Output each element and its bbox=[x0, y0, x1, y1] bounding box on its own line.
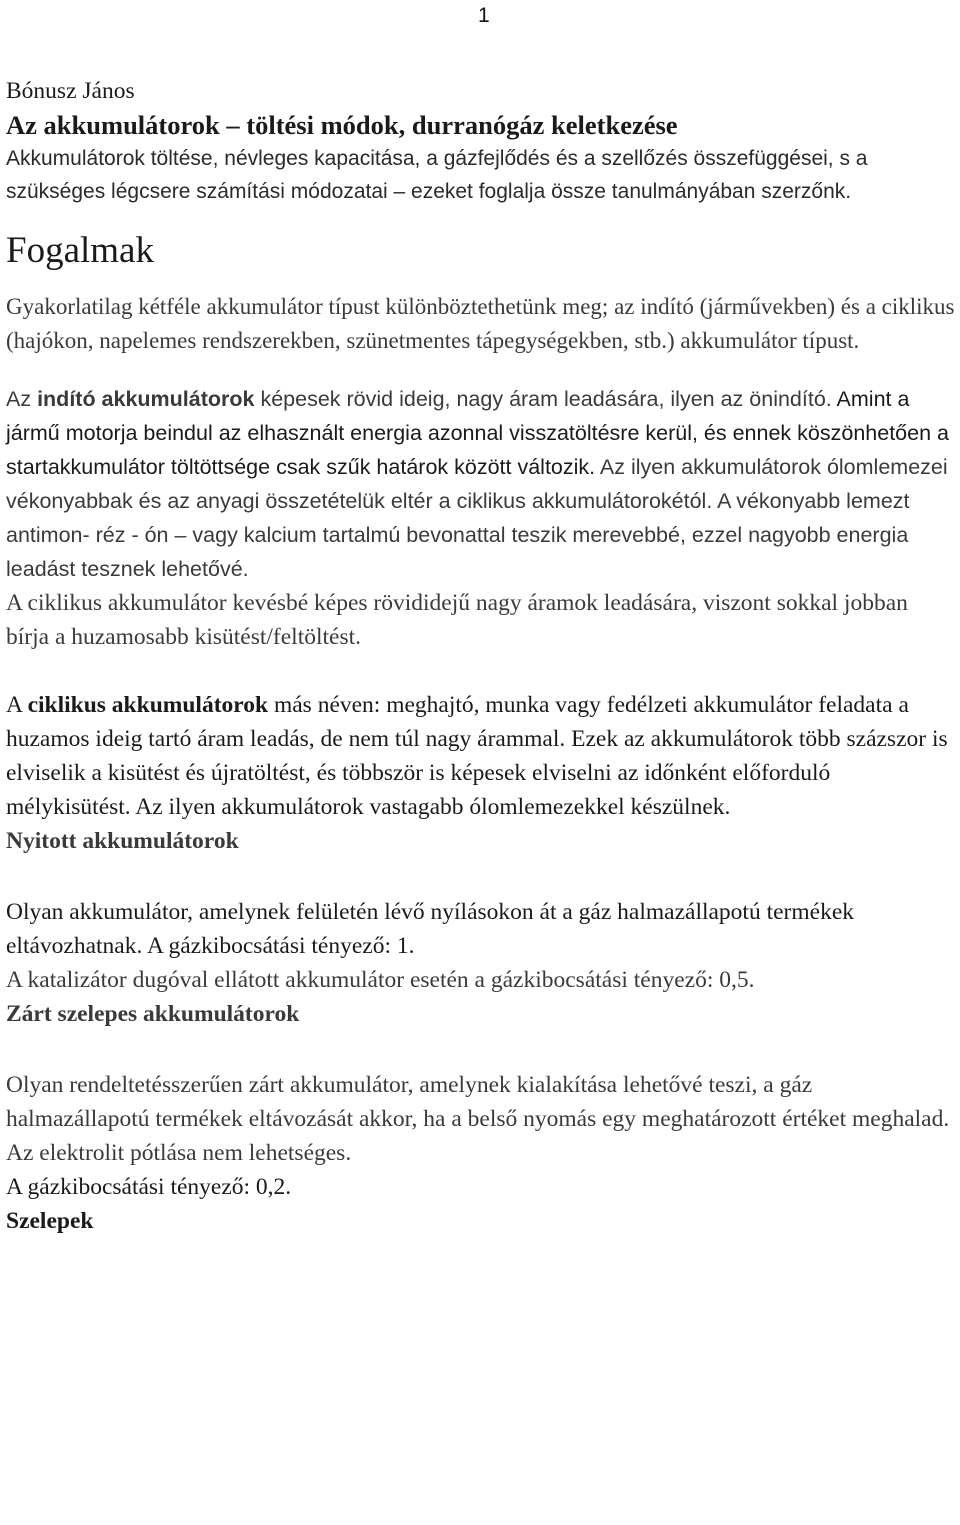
indito-plates: Az ilyen akkumulátorok ólomlemezei vékonyabbak és az anyagi összetételük eltér a ciklikus akkumulátorokétól. A vékonyabb lemezt antimon- réz - ón – vagy kalcium tartalmú bevonattal teszik merevebbé, ezzel nagyobb energia leadást tesznek lehetővé. bbox=[6, 455, 948, 581]
author-name: Bónusz János bbox=[6, 78, 135, 104]
ciklikus-prefix: A bbox=[6, 692, 28, 718]
article-title: Az akkumulátorok – töltési módok, durranógáz keletkezése bbox=[6, 110, 678, 140]
paragraph-ciklikus bbox=[6, 688, 956, 824]
ciklikus-term: ciklikus akkumulátorok bbox=[27, 692, 269, 718]
indito-term: indító akkumulátorok bbox=[37, 387, 255, 411]
article-lead: Akkumulátorok töltése, névleges kapacitása, a gázfejlődés és a szellőzés összefüggései, s a szükséges légcsere számítási módozatai – ezeket foglalja össze tanulmányában szerzőnk. bbox=[6, 147, 868, 203]
section-heading-nyitott: Nyitott akkumulátorok bbox=[6, 828, 239, 854]
section-heading-fogalmak: Fogalmak bbox=[6, 230, 154, 271]
page-number: 1 bbox=[478, 4, 490, 27]
paragraph-nyitott-2: A katalizátor dugóval ellátott akkumulátor esetén a gázkibocsátási tényező: 0,5. bbox=[6, 967, 755, 993]
indito-suffix: képesek rövid ideig, nagy áram leadására, ilyen az önindító. bbox=[254, 387, 832, 411]
paragraph-zart-2: A gázkibocsátási tényező: 0,2. bbox=[6, 1174, 292, 1200]
paragraph-ciklikus-short: A ciklikus akkumulátor kevésbé képes rövididejű nagy áramok leadására, viszont sokkal jobban bírja a huzamosabb kisütést/feltöltést. bbox=[6, 590, 908, 650]
document-body bbox=[6, 74, 956, 1238]
section-heading-szelepek: Szelepek bbox=[6, 1208, 94, 1234]
paragraph-indito bbox=[6, 382, 956, 586]
ciklikus-suffix: más néven: meghajtó, munka vagy fedélzeti akkumulátor feladata a huzamos ideig tartó áram leadás, de nem túl nagy árammal. bbox=[6, 692, 909, 752]
indito-continuation: Amint a jármű motorja beindul az elhasznált energia azonnal visszatöltésre kerül, és ennek köszönhetően a startakkumulátor töltöttsége csak szűk határok között változik. bbox=[6, 387, 949, 479]
indito-prefix: Az bbox=[6, 387, 38, 411]
paragraph-zart-1: Olyan rendeltetésszerűen zárt akkumulátor, amelynek kialakítása lehetővé teszi, a gáz halmazállapotú termékek eltávozását akkor, ha a belső nyomás egy meghatározott értéket meghalad. Az elektrolit pótlása nem lehetséges. bbox=[6, 1072, 950, 1166]
paragraph-intro: Gyakorlatilag kétféle akkumulátor típust különböztethetünk meg; az indító (járművekben) és a ciklikus (hajókon, napelemes rendszerekben, szünetmentes tápegységekben, stb.) akkumulátor típust. bbox=[6, 294, 955, 353]
paragraph-nyitott-1: Olyan akkumulátor, amelynek felületén lévő nyílásokon át a gáz halmazállapotú termékek eltávozhatnak. A gázkibocsátási tényező: 1. bbox=[6, 899, 855, 959]
ciklikus-continuation: Ezek az akkumulátorok több százszor is elviselik a kisütést és újratöltést, és többször is képesek elviselni az időnként előforduló mélykisütést. Az ilyen akkumulátorok vastagabb ólomlemezekkel készülnek. bbox=[6, 726, 948, 820]
section-heading-zart: Zárt szelepes akkumulátorok bbox=[6, 1001, 300, 1027]
